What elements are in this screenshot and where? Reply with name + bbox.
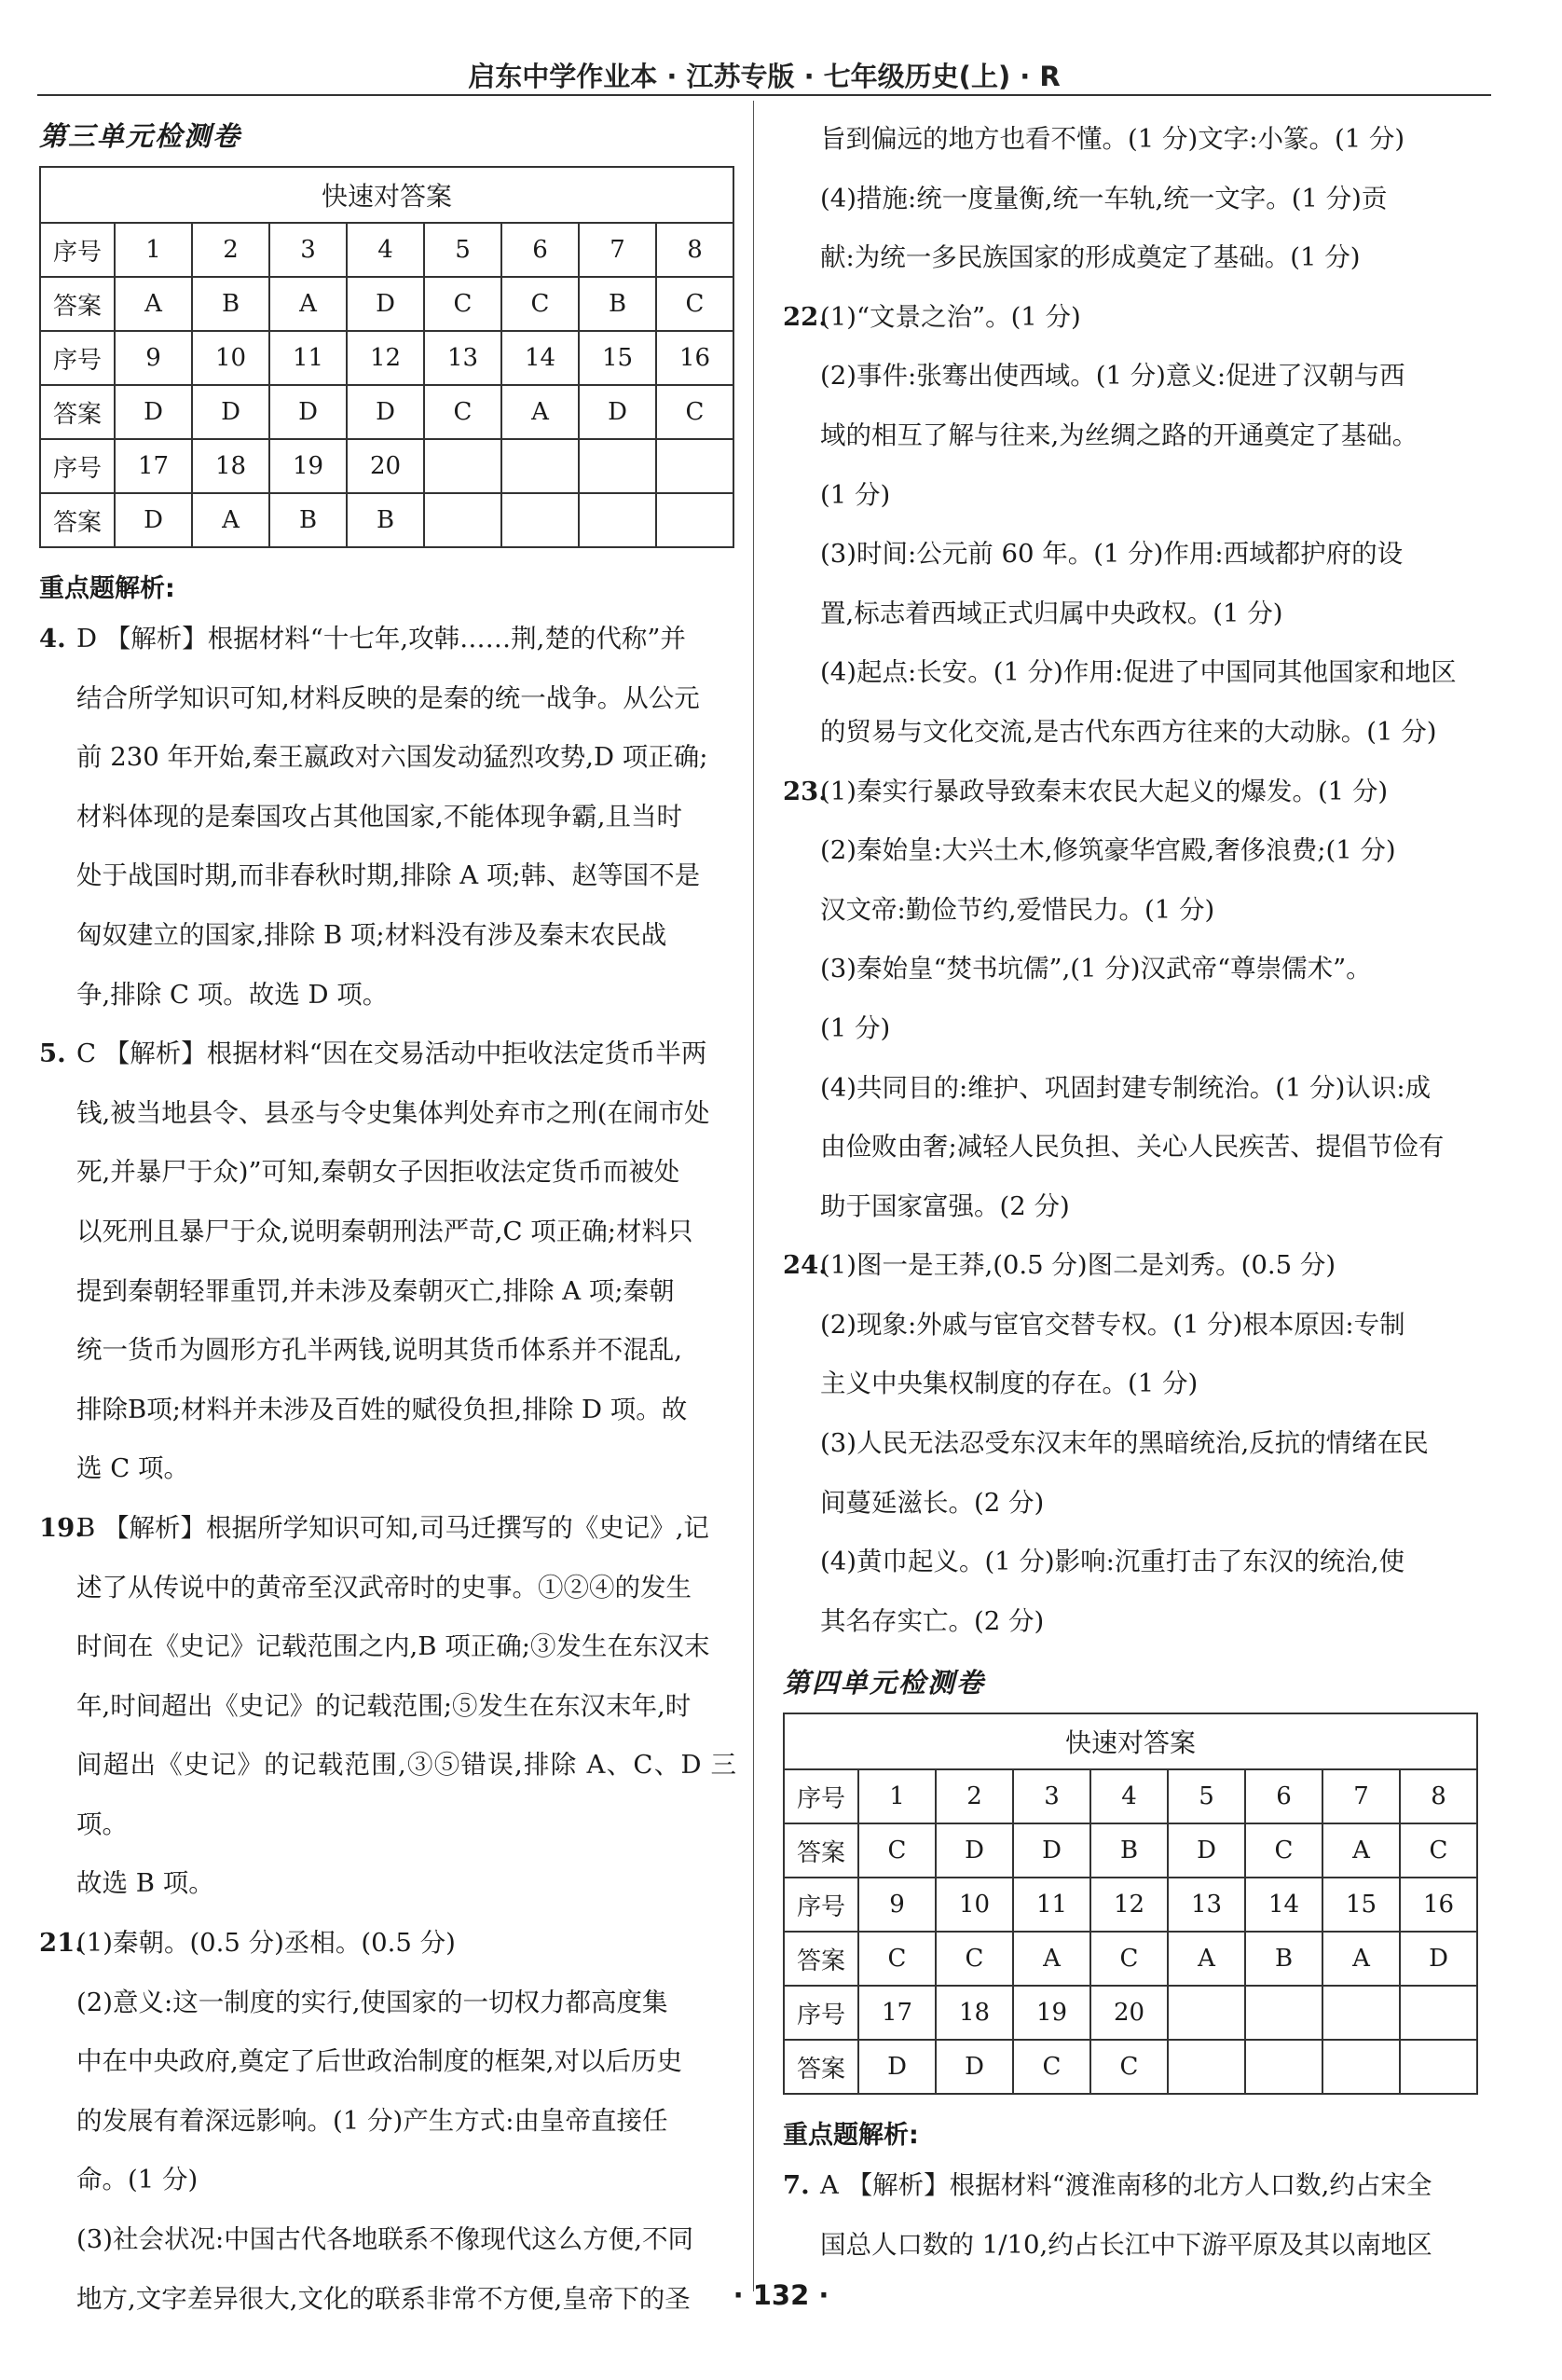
table-cell: 17 <box>115 439 192 493</box>
text-line <box>783 1474 1491 1534</box>
line-text: (3)秦始皇“焚书坑儒”,(1 分)汉武帝“尊崇儒术”。 <box>820 954 1372 984</box>
table-cell <box>1168 2040 1245 2094</box>
text-line <box>783 1236 1491 1296</box>
table-cell: 15 <box>1322 1878 1400 1932</box>
line-text: (2)现象:外戚与宦官交替专权。(1 分)根本原因:专制 <box>820 1309 1405 1340</box>
line-text: C 【解析】根据材料“因在交易活动中拒收法定货币半两 <box>76 1039 707 1069</box>
text-line <box>783 288 1491 348</box>
answer-item <box>783 763 1491 1237</box>
line-text: (1 分) <box>820 479 891 510</box>
table-cell: 6 <box>1245 1769 1322 1823</box>
table-cell: 17 <box>858 1986 936 2040</box>
table-cell: 8 <box>656 223 733 277</box>
text-line <box>39 1084 736 1144</box>
table-cell: 1 <box>858 1769 936 1823</box>
answer-item <box>39 1914 736 2329</box>
table-cell: 7 <box>579 223 656 277</box>
line-text: 死,并暴尸于众)”可知,秦朝女子因拒收法定货币而被处 <box>76 1157 680 1188</box>
text-line <box>39 2032 736 2092</box>
line-text: (2)意义:这一制度的实行,使国家的一切权力都高度集 <box>76 1987 668 2017</box>
table-cell: 12 <box>1090 1878 1168 1932</box>
table-cell: 10 <box>936 1878 1013 1932</box>
row-label: 序号 <box>784 1986 858 2040</box>
table-cell: A <box>115 277 192 331</box>
table-row <box>40 439 733 493</box>
table-cell <box>501 493 579 547</box>
table-cell: D <box>115 493 192 547</box>
line-text: 地方,文字差异很大,文化的联系非常不方便,皇帝下的圣 <box>76 2283 691 2314</box>
table-cell: D <box>1400 1932 1477 1986</box>
table-cell: C <box>424 277 501 331</box>
table-cell: 18 <box>936 1986 1013 2040</box>
answer-item <box>783 288 1491 763</box>
text-line <box>39 1677 736 1737</box>
table-row <box>784 1823 1477 1878</box>
line-text: 以死刑且暴尸于众,说明秦朝刑法严苛,C 项正确;材料只 <box>76 1216 693 1246</box>
table-cell: 2 <box>936 1769 1013 1823</box>
table-cell: A <box>1168 1932 1245 1986</box>
page-number: · 132 · <box>733 2279 829 2311</box>
left-column <box>39 110 736 2329</box>
table-cell: 19 <box>269 439 347 493</box>
table-row <box>40 277 733 331</box>
answer-item <box>39 1025 736 1499</box>
table-cell: A <box>1322 1932 1400 1986</box>
unit3-table-header: 快速对答案 <box>40 167 733 223</box>
line-text: 其名存实亡。(2 分) <box>820 1605 1045 1636</box>
text-line <box>783 466 1491 526</box>
line-text: (4)措施:统一度量衡,统一车轨,统一文字。(1 分)贡 <box>820 183 1388 213</box>
line-text: 统一货币为圆形方孔半两钱,说明其货币体系并不混乱, <box>76 1335 682 1366</box>
line-text: 的贸易与文化交流,是古代东西方往来的大动脉。(1 分) <box>820 716 1437 747</box>
row-label: 答案 <box>40 493 115 547</box>
text-line <box>783 2216 1491 2276</box>
text-line <box>39 669 736 729</box>
text-line <box>783 999 1491 1059</box>
table-cell: C <box>501 277 579 331</box>
line-text: B 【解析】根据所学知识可知,司马迁撰写的《史记》,记 <box>76 1512 709 1543</box>
table-cell: 10 <box>192 331 269 385</box>
line-text: 国总人口数的 1/10,约占长江中下游平原及其以南地区 <box>820 2230 1432 2261</box>
text-line <box>39 1321 736 1381</box>
table-cell <box>1400 1986 1477 2040</box>
table-cell: B <box>1090 1823 1168 1878</box>
text-line <box>39 1203 736 1262</box>
line-text: 材料体现的是秦国攻占其他国家,不能体现争霸,且当时 <box>76 801 682 832</box>
table-row <box>784 1878 1477 1932</box>
text-line <box>39 788 736 847</box>
text-line <box>39 1559 736 1618</box>
line-text: (4)起点:长安。(1 分)作用:促进了中国同其他国家和地区 <box>820 657 1457 688</box>
text-line <box>783 1533 1491 1592</box>
unit4-answer-table <box>783 1713 1478 2095</box>
line-text: (2)秦始皇:大兴土木,修筑豪华宫殿,奢侈浪费;(1 分) <box>820 835 1396 866</box>
answer-item <box>39 610 736 1025</box>
text-line <box>783 1177 1491 1237</box>
table-cell: 2 <box>192 223 269 277</box>
text-line <box>39 846 736 906</box>
item-number: 4. <box>39 624 66 653</box>
text-line <box>783 347 1491 406</box>
table-cell: D <box>1168 1823 1245 1878</box>
table-row <box>40 331 733 385</box>
text-line <box>783 228 1491 288</box>
table-cell: C <box>656 277 733 331</box>
table-cell <box>424 493 501 547</box>
line-text: 提到秦朝轻罪重罚,并未涉及秦朝灭亡,排除 A 项;秦朝 <box>76 1275 675 1306</box>
text-line <box>39 1143 736 1203</box>
table-cell <box>656 493 733 547</box>
line-text: (4)共同目的:维护、巩固封建专制统治。(1 分)认识:成 <box>820 1072 1432 1103</box>
table-cell: C <box>656 385 733 439</box>
table-row <box>40 493 733 547</box>
line-text: (2)事件:张骞出使西域。(1 分)意义:促进了汉朝与西 <box>820 361 1405 392</box>
table-cell: 9 <box>858 1878 936 1932</box>
line-text: A 【解析】根据材料“渡淮南移的北方人口数,约占宋全 <box>820 2170 1432 2201</box>
unit4-analysis <box>783 2156 1491 2275</box>
table-cell: D <box>347 277 424 331</box>
line-text: 争,排除 C 项。故选 D 项。 <box>76 979 389 1010</box>
text-line <box>39 1439 736 1499</box>
text-line <box>783 1118 1491 1177</box>
line-text: 间超出《史记》的记载范围,③⑤错误,排除 A、C、D 三项。 <box>76 1750 736 1839</box>
text-line <box>783 821 1491 881</box>
table-cell: 7 <box>1322 1769 1400 1823</box>
table-cell: 15 <box>579 331 656 385</box>
table-cell: C <box>1013 2040 1090 2094</box>
line-text: (4)黄巾起义。(1 分)影响:沉重打击了东汉的统治,使 <box>820 1547 1405 1577</box>
text-line <box>783 1355 1491 1414</box>
table-cell: D <box>269 385 347 439</box>
row-label: 序号 <box>40 439 115 493</box>
table-cell: A <box>501 385 579 439</box>
line-text: (1)秦朝。(0.5 分)丞相。(0.5 分) <box>76 1928 456 1959</box>
answer-item <box>783 2156 1491 2275</box>
table-cell: 4 <box>1090 1769 1168 1823</box>
table-cell: A <box>269 277 347 331</box>
table-cell: C <box>936 1932 1013 1986</box>
line-text: 主义中央集权制度的存在。(1 分) <box>820 1369 1199 1399</box>
table-cell: D <box>579 385 656 439</box>
text-line <box>39 2092 736 2152</box>
text-line <box>783 940 1491 999</box>
table-cell: 5 <box>1168 1769 1245 1823</box>
text-line <box>39 1736 736 1854</box>
item-number: 23. <box>783 776 828 806</box>
line-text: (3)社会状况:中国古代各地联系不像现代这么方便,不同 <box>76 2224 693 2255</box>
table-cell: 14 <box>1245 1878 1322 1932</box>
answer-item <box>783 1236 1491 1651</box>
line-text: 结合所学知识可知,材料反映的是秦的统一战争。从公元 <box>76 682 700 713</box>
table-cell <box>424 439 501 493</box>
row-label: 答案 <box>784 1823 858 1878</box>
table-cell: 12 <box>347 331 424 385</box>
line-text: 排除B项;材料并未涉及百姓的赋役负担,排除 D 项。故 <box>76 1394 688 1424</box>
text-line <box>783 525 1491 585</box>
table-row <box>784 1932 1477 1986</box>
running-header: 启东中学作业本 · 江苏专版 · 七年级历史(上) · R <box>468 61 1061 92</box>
item-number: 21. <box>39 1928 84 1959</box>
text-line <box>39 966 736 1025</box>
line-text: 献:为统一多民族国家的形成奠定了基础。(1 分) <box>820 242 1361 273</box>
line-text: 旨到偏远的地方也看不懂。(1 分)文字:小篆。(1 分) <box>820 124 1405 154</box>
line-text: (1)秦实行暴政导致秦末农民大起义的爆发。(1 分) <box>820 776 1389 806</box>
column-divider <box>753 101 754 2291</box>
text-line <box>39 2210 736 2270</box>
table-cell: D <box>192 385 269 439</box>
table-cell: C <box>1400 1823 1477 1878</box>
text-line <box>783 170 1491 229</box>
text-line <box>783 110 1491 170</box>
line-text: (1)图一是王莽,(0.5 分)图二是刘秀。(0.5 分) <box>820 1250 1336 1281</box>
text-line <box>39 1381 736 1440</box>
line-text: 的发展有着深远影响。(1 分)产生方式:由皇帝直接任 <box>76 2105 668 2136</box>
right-column <box>783 110 1491 2276</box>
text-line <box>783 585 1491 644</box>
table-cell: C <box>424 385 501 439</box>
table-cell: A <box>1322 1823 1400 1878</box>
line-text: 匈奴建立的国家,排除 B 项;材料没有涉及秦末农民战 <box>76 919 667 950</box>
table-cell: 9 <box>115 331 192 385</box>
table-cell: C <box>858 1932 936 1986</box>
table-cell <box>579 439 656 493</box>
table-row <box>784 2040 1477 2094</box>
text-line <box>783 703 1491 763</box>
item-number: 22. <box>783 301 828 332</box>
unit4-table-header: 快速对答案 <box>784 1713 1477 1769</box>
text-line <box>39 1262 736 1322</box>
table-cell <box>501 439 579 493</box>
unit3-answer-table <box>39 166 734 548</box>
table-cell <box>656 439 733 493</box>
text-line <box>783 881 1491 941</box>
table-cell: 3 <box>269 223 347 277</box>
table-cell: 5 <box>424 223 501 277</box>
table-cell: C <box>858 1823 936 1878</box>
row-label: 答案 <box>40 277 115 331</box>
line-text: 年,时间超出《史记》的记载范围;⑤发生在东汉末年,时 <box>76 1690 692 1721</box>
item-number: 19. <box>39 1512 84 1543</box>
table-cell <box>1245 2040 1322 2094</box>
line-text: 前 230 年开始,秦王嬴政对六国发动猛烈攻势,D 项正确; <box>76 742 708 773</box>
unit4-key-title: 重点题解析: <box>783 2121 919 2151</box>
answer-item <box>39 1499 736 1914</box>
table-cell: 16 <box>1400 1878 1477 1932</box>
text-line <box>39 610 736 669</box>
line-text: (1)“文景之治”。(1 分) <box>820 301 1081 332</box>
table-cell: C <box>1090 2040 1168 2094</box>
table-cell: A <box>192 493 269 547</box>
item-number: 24. <box>783 1250 828 1281</box>
line-text: D 【解析】根据材料“十七年,攻韩……荆,楚的代称”并 <box>76 624 686 653</box>
table-cell: D <box>858 2040 936 2094</box>
table-cell <box>1322 1986 1400 2040</box>
table-cell: 3 <box>1013 1769 1090 1823</box>
table-cell: 20 <box>1090 1986 1168 2040</box>
text-line <box>39 1914 736 1974</box>
row-label: 答案 <box>40 385 115 439</box>
row-label: 序号 <box>784 1878 858 1932</box>
text-line <box>39 2151 736 2210</box>
line-text: (3)人民无法忍受东汉末年的黑暗统治,反抗的情绪在民 <box>820 1428 1429 1459</box>
line-text: (1 分) <box>820 1012 891 1043</box>
table-row <box>40 385 733 439</box>
text-line <box>39 1854 736 1914</box>
header-rule <box>37 94 1491 96</box>
table-cell: 8 <box>1400 1769 1477 1823</box>
text-line <box>783 406 1491 466</box>
table-cell: D <box>936 1823 1013 1878</box>
line-text: (3)时间:公元前 60 年。(1 分)作用:西域都护府的设 <box>820 539 1404 570</box>
unit4-title: 第四单元检测卷 <box>783 1667 986 1699</box>
line-text: 钱,被当地县令、县丞与令史集体判处弃市之刑(在闹市处 <box>76 1097 710 1128</box>
text-line <box>783 1296 1491 1355</box>
item-number: 5. <box>39 1039 66 1069</box>
row-label: 答案 <box>784 1932 858 1986</box>
table-cell: 11 <box>1013 1878 1090 1932</box>
text-line <box>39 906 736 966</box>
table-cell: B <box>579 277 656 331</box>
table-cell <box>1245 1986 1322 2040</box>
line-text: 助于国家富强。(2 分) <box>820 1190 1070 1221</box>
line-text: 置,标志着西域正式归属中央政权。(1 分) <box>820 598 1283 628</box>
text-line <box>783 763 1491 822</box>
table-row <box>784 1769 1477 1823</box>
unit3-key-title: 重点题解析: <box>39 574 175 603</box>
table-cell: 14 <box>501 331 579 385</box>
table-cell: C <box>1090 1932 1168 1986</box>
line-text: 述了从传说中的黄帝至汉武帝时的史事。①②④的发生 <box>76 1572 692 1603</box>
table-cell: B <box>192 277 269 331</box>
table-cell: 1 <box>115 223 192 277</box>
text-line <box>783 1414 1491 1474</box>
text-line <box>783 2156 1491 2216</box>
table-row <box>784 1986 1477 2040</box>
table-cell: B <box>347 493 424 547</box>
table-cell: B <box>1245 1932 1322 1986</box>
text-line <box>39 1617 736 1677</box>
table-cell: A <box>1013 1932 1090 1986</box>
line-text: 选 C 项。 <box>76 1453 190 1484</box>
text-line <box>39 728 736 788</box>
table-cell: 18 <box>192 439 269 493</box>
table-cell <box>1168 1986 1245 2040</box>
line-text: 中在中央政府,奠定了后世政治制度的框架,对以后历史 <box>76 2046 682 2077</box>
table-cell <box>1322 2040 1400 2094</box>
row-label: 答案 <box>784 2040 858 2094</box>
item-number: 7. <box>783 2170 810 2201</box>
table-cell: 11 <box>269 331 347 385</box>
line-text: 由俭败由奢;减轻人民负担、关心人民疾苦、提倡节俭有 <box>820 1132 1445 1162</box>
line-text: 域的相互了解与往来,为丝绸之路的开通奠定了基础。 <box>820 420 1418 450</box>
unit3-left-analysis <box>39 610 736 2329</box>
text-line <box>39 1499 736 1559</box>
table-cell <box>579 493 656 547</box>
table-cell: C <box>1245 1823 1322 1878</box>
table-cell: 20 <box>347 439 424 493</box>
answer-item <box>783 110 1491 288</box>
text-line <box>39 1974 736 2033</box>
table-row <box>40 223 733 277</box>
unit3-right-analysis <box>783 110 1491 1651</box>
table-cell: 19 <box>1013 1986 1090 2040</box>
table-cell: 16 <box>656 331 733 385</box>
table-cell: 6 <box>501 223 579 277</box>
table-cell: D <box>115 385 192 439</box>
text-line <box>783 1059 1491 1119</box>
line-text: 时间在《史记》记载范围之内,B 项正确;③发生在东汉末 <box>76 1631 710 1662</box>
table-cell: B <box>269 493 347 547</box>
table-cell: 13 <box>1168 1878 1245 1932</box>
table-cell: D <box>1013 1823 1090 1878</box>
row-label: 序号 <box>40 223 115 277</box>
table-cell: D <box>936 2040 1013 2094</box>
table-cell: 4 <box>347 223 424 277</box>
row-label: 序号 <box>40 331 115 385</box>
text-line <box>783 643 1491 703</box>
table-cell: D <box>347 385 424 439</box>
table-cell: 13 <box>424 331 501 385</box>
row-label: 序号 <box>784 1769 858 1823</box>
unit3-title: 第三单元检测卷 <box>39 120 242 152</box>
line-text: 故选 B 项。 <box>76 1868 214 1899</box>
line-text: 汉文帝:勤俭节约,爱惜民力。(1 分) <box>820 894 1215 925</box>
line-text: 处于战国时期,而非春秋时期,排除 A 项;韩、赵等国不是 <box>76 860 701 891</box>
table-cell <box>1400 2040 1477 2094</box>
text-line <box>39 1025 736 1084</box>
line-text: 间蔓延滋长。(2 分) <box>820 1487 1045 1518</box>
line-text: 命。(1 分) <box>76 2165 199 2195</box>
text-line <box>783 1592 1491 1652</box>
